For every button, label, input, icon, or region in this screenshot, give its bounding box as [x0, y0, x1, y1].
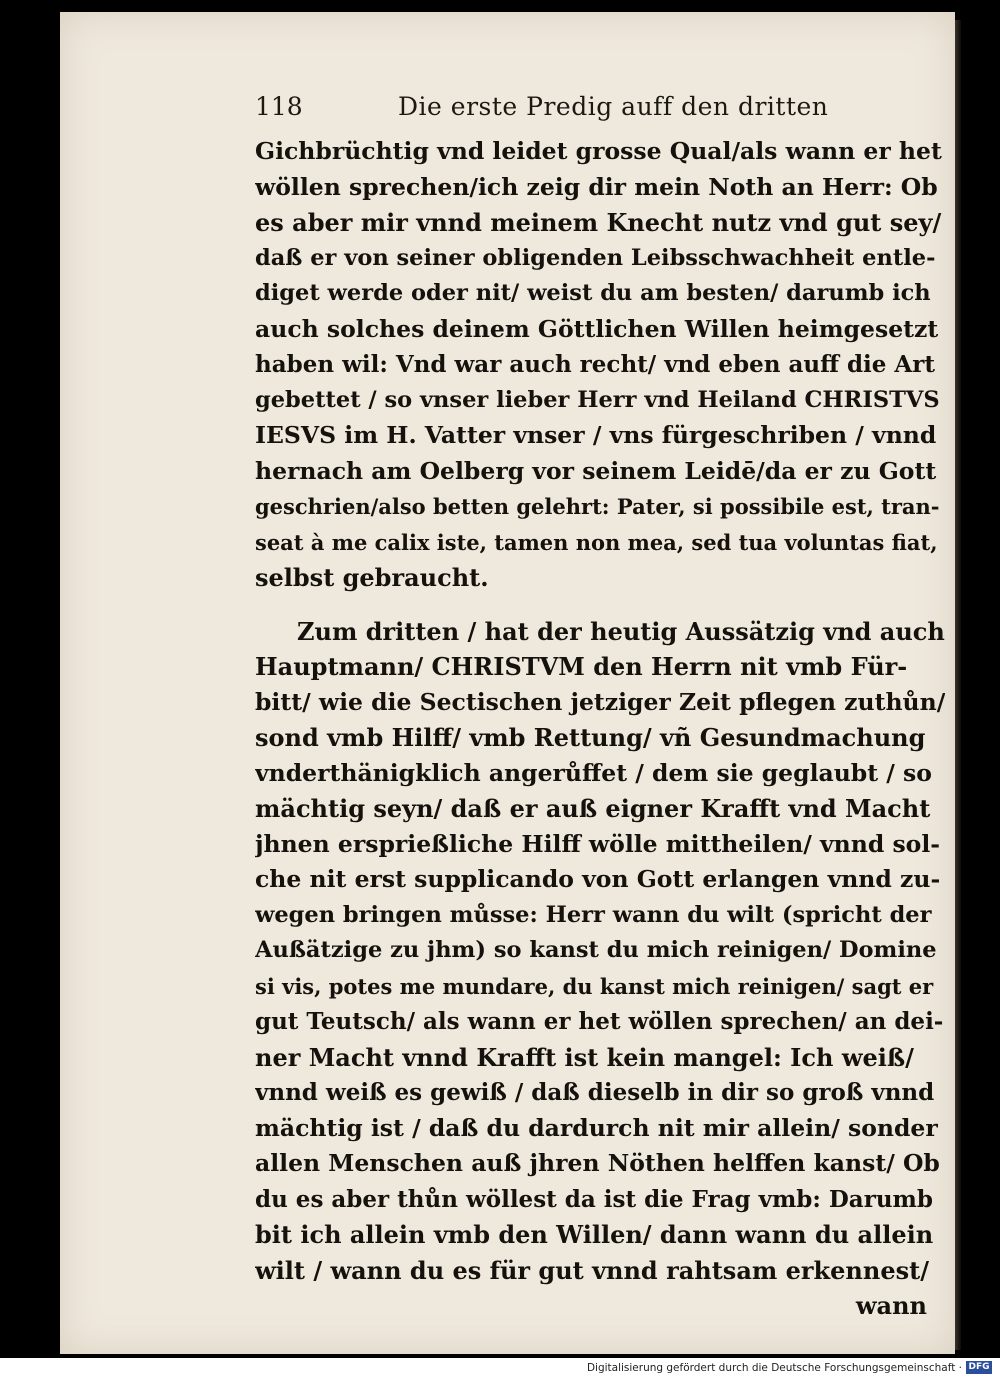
text-line: daß er von seiner obligenden Leibsschwachheit entle-: [255, 244, 936, 271]
text-line: Außätzige zu jhm) so kanst du mich reinigen/ Domine: [255, 937, 937, 963]
text-line: sond vmb Hilff/ vmb Rettung/ vñ Gesundmachung: [255, 723, 926, 752]
text-line: wöllen sprechen/ich zeig dir mein Noth an Herr: Ob: [255, 172, 938, 201]
text-line: vnderthänigklich angerůffet / dem sie geglaubt / so: [255, 758, 932, 787]
paragraph-start-line: Zum dritten / hat der heutig Aussätzig vnd auch: [297, 616, 945, 646]
text-line: jhnen ersprießliche Hilff wölle mittheilen/ vnnd sol-: [255, 829, 941, 858]
text-line: haben wil: Vnd war auch recht/ vnd eben auff die Art: [255, 351, 936, 378]
running-head: Die erste Predig auff den dritten: [398, 92, 829, 121]
text-line: si vis, potes me mundare, du kanst mich reinigen/ sagt er: [255, 973, 934, 999]
page-header: [255, 92, 829, 128]
text-line: bit ich allein vmb den Willen/ dann wann du allein: [255, 1220, 934, 1249]
text-line: gut Teutsch/ als wann er het wöllen sprechen/ an dei-: [255, 1008, 944, 1035]
text-line: selbst gebraucht.: [255, 563, 489, 592]
catchword: wann: [855, 1291, 927, 1320]
text-line: es aber mir vnnd meinem Knecht nutz vnd gut sey/: [255, 208, 942, 237]
funding-credit: Digitalisierung gefördert durch die Deutsche Forschungsgemeinschaft ·: [586, 1362, 962, 1374]
text-line: seat à me calix iste, tamen non mea, sed tua voluntas fiat,: [255, 529, 938, 555]
text-line: bitt/ wie die Sectischen jetziger Zeit pflegen zuthůn/: [255, 687, 945, 716]
page-number: 118: [255, 92, 303, 121]
text-line: IESVS im H. Vatter vnser / vns fürgeschriben / vnnd: [255, 421, 937, 449]
text-line: du es aber thůn wöllest da ist die Frag vmb: Darumb: [255, 1185, 933, 1213]
text-line: mächtig seyn/ daß er auß eigner Krafft vnd Macht: [255, 794, 931, 823]
body-text: [255, 134, 945, 1324]
text-line: hernach am Oelberg vor seinem Leidē/da er zu Gott: [255, 456, 937, 485]
text-line: che nit erst supplicando von Gott erlangen vnnd zu-: [255, 865, 941, 893]
dfg-logo: DFG: [966, 1361, 992, 1374]
text-line: allen Menschen auß jhren Nöthen helffen kanst/ Ob: [255, 1149, 940, 1177]
text-line: auch solches deinem Göttlichen Willen heimgesetzt: [255, 314, 939, 343]
text-line: geschrien/also betten gelehrt: Pater, si possibile est, tran-: [255, 494, 940, 519]
text-line: Gichbrüchtig vnd leidet grosse Qual/als wann er het: [255, 137, 942, 165]
text-line: gebettet / so vnser lieber Herr vnd Heiland CHRISTVS: [255, 386, 940, 413]
text-line: diget werde oder nit/ weist du am besten/ darumb ich: [255, 280, 931, 306]
text-line: vnnd weiß es gewiß / daß dieselb in dir so groß vnnd: [255, 1079, 935, 1106]
text-line: mächtig ist / daß du dardurch nit mir allein/ sonder: [255, 1113, 938, 1142]
text-line: Hauptmann/ CHRISTVM den Herrn nit vmb Für-: [255, 652, 908, 681]
text-line: wegen bringen můsse: Herr wann du wilt (spricht der: [255, 901, 932, 928]
text-line: wilt / wann du es für gut vnnd rahtsam erkennest/: [255, 1255, 929, 1285]
page-edge: [955, 20, 961, 1350]
text-line: ner Macht vnnd Krafft ist kein mangel: Ich weiß/: [255, 1042, 914, 1072]
